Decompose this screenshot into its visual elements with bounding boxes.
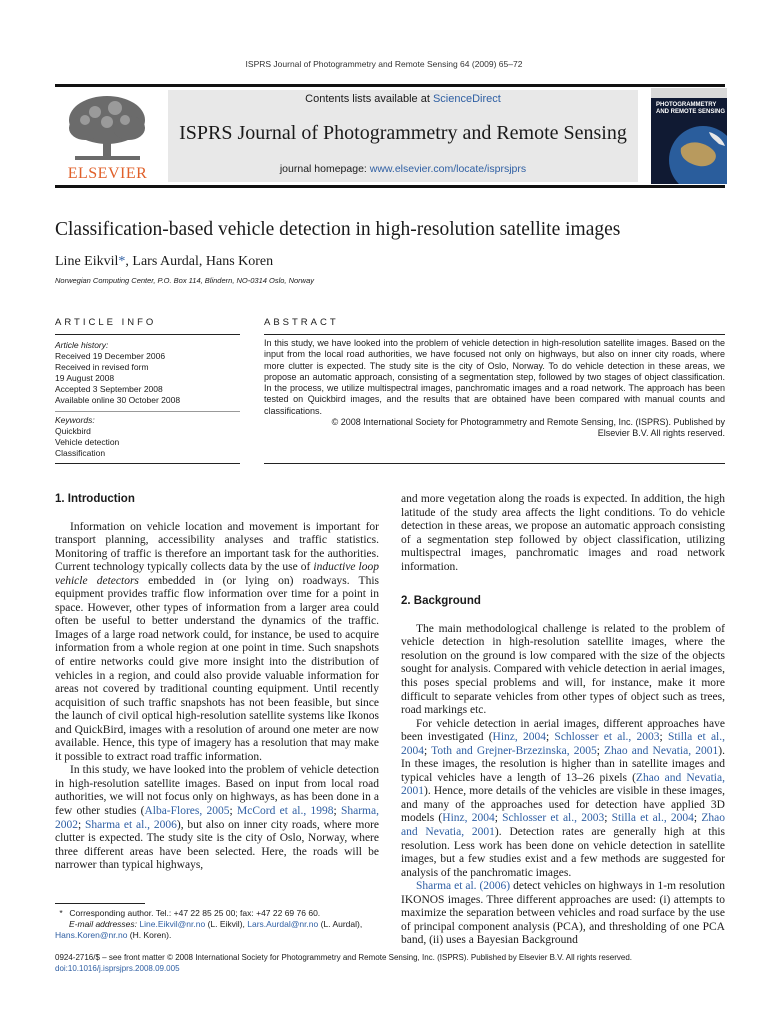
- keywords-block: [55, 415, 240, 459]
- affiliation: Norwegian Computing Center, P.O. Box 114, Blindern, NO-0314 Oslo, Norway: [55, 276, 315, 285]
- email-label: E-mail addresses:: [69, 919, 138, 929]
- issn-line: 0924-2716/$ – see front matter © 2008 International Society for Photogrammetry and Remote Sensing, Inc. (ISPRS). Published by Elsevier B.V. All rights reserved.: [55, 953, 633, 962]
- abstract-text: In this study, we have looked into the problem of vehicle detection in high-resolution satellite images. Based on the input from the local road authorities, we have focused not only on highways, but also on inner city roads, where more clutter is expected. The study site is the city of Oslo, Norway. To do vehicle detection in these areas, we propose an automatic approach, consisting of a segmentation step, followed by two stages of object classification. In the process, we utilize multispectral images, panchromatic images and a road network. The approach has been tested on Quickbird images, and the results that are obtained have been compared with manual counts and classifications.: [264, 338, 725, 416]
- header-top-rule: [55, 84, 725, 87]
- email-eikvil[interactable]: Line.Eikvil@nr.no: [139, 919, 206, 929]
- other-authors: , Lars Aurdal, Hans Koren: [125, 254, 274, 269]
- ref-sharma-2006[interactable]: Sharma et al. (2006): [416, 880, 511, 893]
- sciencedirect-link[interactable]: ScienceDirect: [432, 93, 501, 105]
- abstract-copyright-2: Elsevier B.V. All rights reserved.: [597, 428, 725, 439]
- email-aurdal[interactable]: Lars.Aurdal@nr.no: [247, 919, 319, 929]
- elsevier-wordmark: ELSEVIER: [67, 165, 148, 182]
- history-label: Article history:: [55, 340, 109, 350]
- journal-title: ISPRS Journal of Photogrammetry and Remote Sensing: [179, 122, 627, 144]
- ref-zhao-2001[interactable]: Zhao and Nevatia, 2001: [401, 812, 725, 839]
- running-citation: ISPRS Journal of Photogrammetry and Remote Sensing 64 (2009) 65–72: [245, 59, 523, 69]
- section-heading-background: 2. Background: [401, 595, 481, 608]
- history-item: Received 19 December 2006: [55, 351, 166, 361]
- keywords-label: Keywords:: [55, 415, 95, 425]
- article-history: [55, 340, 240, 406]
- contents-prefix: Contents lists available at: [305, 93, 430, 105]
- header-bottom-rule: [55, 185, 725, 188]
- ref-zhao-2001[interactable]: Zhao and Nevatia, 2001: [401, 771, 725, 798]
- article-info-bottom-rule: [55, 463, 240, 464]
- journal-cover-thumbnail: [651, 88, 727, 184]
- contents-availability: [168, 93, 638, 105]
- ref-zhao-2001[interactable]: Zhao and Nevatia, 2001: [604, 744, 719, 757]
- earth-globe-icon: [651, 88, 727, 184]
- ref-toth-2005[interactable]: Toth and Grejner-Brzezinska, 2005: [431, 744, 597, 757]
- right-column: [401, 493, 725, 948]
- footnote-star: *: [59, 908, 63, 918]
- background-paragraph-3: Sharma et al. (2006) detect vehicles on highways in 1-m resolution IKONOS images. Three different approaches are used: (i) attempts to maximize the separation between vehicles and road surface by the use of principal component analysis (PCA), and thresholding of one PCA band, (ii) uses a Bayesian Background: [401, 880, 725, 947]
- ref-mccord[interactable]: McCord et al., 1998: [237, 805, 334, 818]
- left-column: [55, 493, 379, 873]
- doi-link[interactable]: doi:10.1016/j.isprsjprs.2008.09.005: [55, 964, 180, 973]
- history-item: Available online 30 October 2008: [55, 395, 181, 405]
- footnote: [55, 908, 379, 941]
- ref-sharma-2006[interactable]: Sharma et al., 2006: [85, 818, 177, 831]
- abstract-rule: [264, 334, 725, 335]
- emphasis-inductive-loop: inductive loop vehicle detectors: [55, 561, 380, 587]
- background-paragraph-2: For vehicle detection in aerial images, different approaches have been investigated (Hinz, 2004; Schlosser et al., 2003; Stilla et al., 2004; Toth and Grejner-Brzezinska, 2005; Zhao and Nevatia, 2001). In these images, the resolution is higher than in satellite images and typical vehicles have a length of 13–26 pixels (Zhao and Nevatia, 2001). Hence, more details of the vehicles are visible in these images, and many of the approaches used for detection have applied 3D models (Hinz, 2004; Schlosser et al., 2003; Stilla et al., 2004; Zhao and Nevatia, 2001). Detection rates are generally high at this resolution. Less work has been done on vehicle detection in satellite images, but a few studies exist and a few methods are suggested for analysis of the panchromatic images.: [401, 717, 726, 879]
- history-item: Accepted 3 September 2008: [55, 384, 163, 394]
- ref-alba-flores[interactable]: Alba-Flores, 2005: [144, 805, 230, 818]
- ref-schlosser-2003[interactable]: Schlosser et al., 2003: [502, 812, 605, 825]
- ref-stilla-2004[interactable]: Stilla et al., 2004: [611, 812, 694, 825]
- ref-hinz-2004[interactable]: Hinz, 2004: [442, 812, 495, 825]
- homepage-prefix: journal homepage:: [279, 163, 367, 175]
- ref-schlosser-2003[interactable]: Schlosser et al., 2003: [554, 731, 660, 744]
- article-info-rule: [55, 334, 240, 335]
- email-line-2: Hans.Koren@nr.no (H. Koren).: [55, 930, 172, 940]
- author-eikvil: Line Eikvil: [55, 254, 119, 269]
- intro-paragraph-2: In this study, we have looked into the problem of vehicle detection in high-resolution satellite images. Based on input from local road authorities, we will not focus only on highways, as has been done in a few other studies (Alba-Flores, 2005; McCord et al., 1998; Sharma, 2002; Sharma et al., 2006), but also on inner city roads, where more clutter is expected. The study site is the city of Oslo, Norway, where three different areas have been selected. Here, the roads will be narrower than typical highways,: [55, 764, 379, 872]
- ref-stilla-2004[interactable]: Stilla et al., 2004: [401, 731, 726, 757]
- keyword-item: Classification: [55, 448, 106, 458]
- background-paragraph-1: The main methodological challenge is related to the problem of vehicle detection in high-resolution satellite images, where the resolution on the ground is low compared with the size of the objects sought for analysis. Compared with vehicle detection in aerial images, this poses special problems and will, for instance, make it more difficult to separate vehicles from other types of object such as trees, road markings etc.: [401, 622, 725, 717]
- keyword-item: Quickbird: [55, 426, 91, 436]
- corresponding-author-note: * Corresponding author. Tel.: +47 22 85 25 00; fax: +47 22 69 76 60.: [55, 908, 379, 919]
- history-item: Received in revised form: [55, 362, 149, 372]
- abstract-body: [264, 338, 725, 440]
- email-koren[interactable]: Hans.Koren@nr.no: [55, 930, 128, 940]
- email-line: E-mail addresses: Line.Eikvil@nr.no (L. Eikvil), Lars.Aurdal@nr.no (L. Aurdal),: [69, 919, 363, 929]
- ref-hinz-2004[interactable]: Hinz, 2004: [492, 731, 546, 744]
- section-heading-introduction: 1. Introduction: [55, 493, 135, 505]
- intro-paragraph-3: and more vegetation along the roads is expected. In addition, the high latitude of the study area affects the light conditions. To do vehicle detection in these areas, we propose an automatic approach consisting of a segmentation step followed by object classification, utilizing multispectral images, panchromatic images and road network information.: [401, 493, 725, 573]
- abstract-bottom-rule: [264, 463, 725, 464]
- history-item: 19 August 2008: [55, 373, 115, 383]
- intro-paragraph-1: Information on vehicle location and movement is important for transport planning, accessibility analyses and traffic statistics. Monitoring of traffic is therefore an important task for the authorities. Current technology typically collects data by the use of inductive loop vehicle detectors embedded in (or lying on) roadways. This equipment provides traffic flow information over time for a point in space. However, other types of information from a larger area could often be useful to better understand the dynamics of the traffic. Images of a large road network could, for instance, be used to acquire information from a whole region at one point in time. Such snapshots of entire networks could give more insight into the distribution of vehicles in a region, and could also provide valuable information for areas not covered by traditional counting equipment. Until recently acquisition of such traffic snapshots has not been feasible, but since the launch of civil optical high-resolution satellite systems like Ikonos and QuickBird, images with a resolution of around one meter are now available. Hence, this type of imagery has a resolution that may make it possible to extract road traffic information.: [55, 520, 380, 763]
- ref-sharma-2002[interactable]: Sharma, 2002: [55, 805, 379, 831]
- abstract-copyright-1: © 2008 International Society for Photogrammetry and Remote Sensing, Inc. (ISPRS). Published by: [331, 417, 725, 428]
- page-footer: [55, 952, 725, 974]
- journal-homepage: [168, 163, 638, 175]
- footnote-rule: [55, 903, 145, 904]
- keyword-item: Vehicle detection: [55, 437, 120, 447]
- paper-title: Classification-based vehicle detection in high-resolution satellite images: [55, 219, 621, 240]
- cover-title: PHOTOGRAMMETRY AND REMOTE SENSING: [656, 102, 726, 115]
- corresponding-author-marker[interactable]: *: [118, 254, 126, 269]
- author-list: [55, 254, 273, 270]
- keywords-divider: [55, 411, 240, 412]
- abstract-heading: ABSTRACT: [264, 317, 339, 328]
- homepage-link[interactable]: www.elsevier.com/locate/isprsjprs: [369, 163, 527, 175]
- article-info-heading: ARTICLE INFO: [55, 317, 157, 328]
